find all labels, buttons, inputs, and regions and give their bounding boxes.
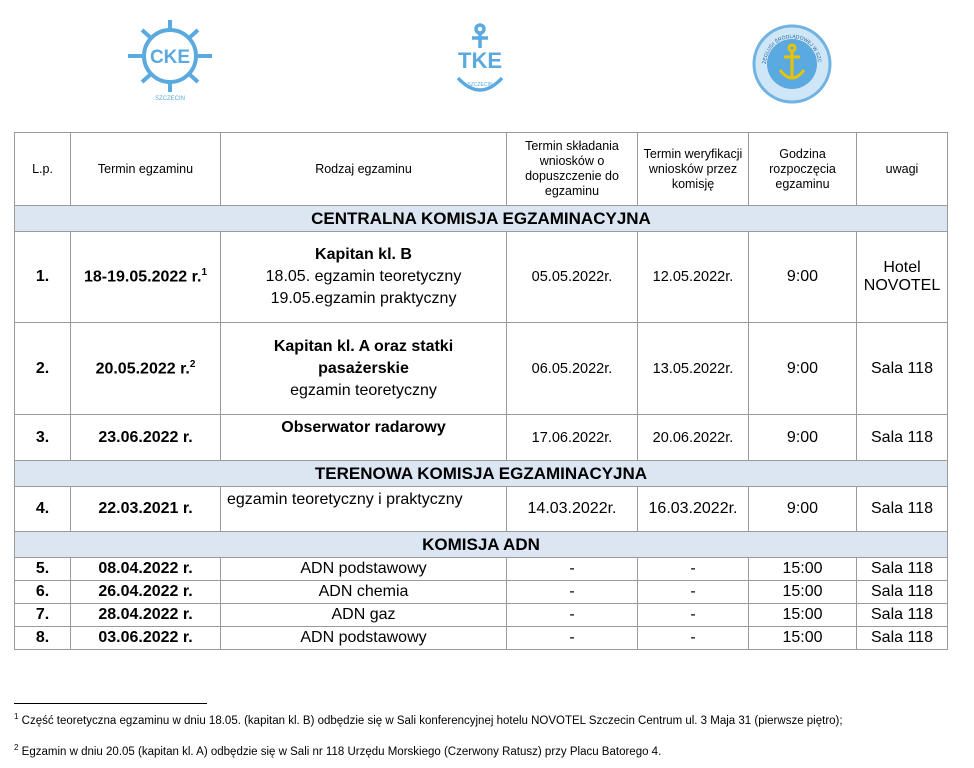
row-note: Sala 118 bbox=[857, 558, 948, 581]
row-submission: 14.03.2022r. bbox=[507, 487, 638, 532]
section-row-adn bbox=[15, 532, 948, 558]
svg-text:URZĄD ŻEGLUGI ŚRÓDLĄDOWEJ W SZ: ŻEGLUGI ŚRÓDLĄDOWEJ W SZC bbox=[761, 33, 823, 64]
row-lp: 6. bbox=[15, 581, 71, 604]
row-term: 23.06.2022 r. bbox=[71, 415, 221, 461]
row-lp: 4. bbox=[15, 487, 71, 532]
row-kind: ADN gaz bbox=[221, 604, 507, 627]
row-kind: ADN podstawowy bbox=[221, 627, 507, 650]
section-title: CENTRALNA KOMISJA EGZAMINACYJNA bbox=[15, 206, 948, 232]
table-row bbox=[15, 415, 948, 461]
table-row bbox=[15, 232, 948, 323]
row-term: 20.05.2022 r.$^2$ bbox=[71, 323, 221, 415]
svg-text:SZCZECIN: SZCZECIN bbox=[155, 96, 185, 102]
row-term: 08.04.2022 r. bbox=[71, 558, 221, 581]
table-row bbox=[15, 581, 948, 604]
table-row bbox=[15, 604, 948, 627]
svg-text:SZCZECIN: SZCZECIN bbox=[467, 82, 493, 88]
header-verification: Termin weryfikacji wniosków przez komisję bbox=[638, 133, 749, 206]
section-row-tke bbox=[15, 461, 948, 487]
row-submission: - bbox=[507, 604, 638, 627]
row-note: Sala 118 bbox=[857, 604, 948, 627]
row-term: 26.04.2022 r. bbox=[71, 581, 221, 604]
row-verification: - bbox=[638, 604, 749, 627]
row-kind: Kapitan kl. A oraz statki pasażerskie egzamin teoretyczny bbox=[221, 323, 507, 415]
header-lp: L.p. bbox=[15, 133, 71, 206]
header-notes: uwagi bbox=[857, 133, 948, 206]
row-submission: 05.05.2022r. bbox=[507, 232, 638, 323]
row-note: Sala 118 bbox=[857, 415, 948, 461]
row-hour: 9:00 bbox=[749, 323, 857, 415]
exam-schedule-table bbox=[14, 132, 948, 650]
table-row bbox=[15, 487, 948, 532]
tke-logo bbox=[446, 22, 514, 98]
row-term: 03.06.2022 r. bbox=[71, 627, 221, 650]
row-verification: 20.06.2022r. bbox=[638, 415, 749, 461]
row-note: Sala 118 bbox=[857, 581, 948, 604]
row-hour: 9:00 bbox=[749, 415, 857, 461]
row-kind: Kapitan kl. B 18.05. egzamin teoretyczny 19.05.egzamin praktyczny bbox=[221, 232, 507, 323]
footnote-separator bbox=[14, 703, 207, 704]
header-term: Termin egzaminu bbox=[71, 133, 221, 206]
row-submission: - bbox=[507, 581, 638, 604]
row-kind: Obserwator radarowy bbox=[221, 415, 507, 461]
row-hour: 15:00 bbox=[749, 604, 857, 627]
row-verification: - bbox=[638, 558, 749, 581]
header-kind: Rodzaj egzaminu bbox=[221, 133, 507, 206]
row-hour: 9:00 bbox=[749, 232, 857, 323]
row-term: 22.03.2021 r. bbox=[71, 487, 221, 532]
row-hour: 9:00 bbox=[749, 487, 857, 532]
row-lp: 7. bbox=[15, 604, 71, 627]
row-verification: - bbox=[638, 581, 749, 604]
row-lp: 1. bbox=[15, 232, 71, 323]
row-note: Sala 118 bbox=[857, 627, 948, 650]
footnote-1: $^1$ Część teoretyczna egzaminu w dniu 18.05. (kapitan kl. B) odbędzie się w Sali konferencyjnej hotelu NOVOTEL Szczecin Centrum ul. 3 Maja 31 (pierwsze piętro); bbox=[14, 712, 843, 727]
row-lp: 3. bbox=[15, 415, 71, 461]
row-term: 18-19.05.2022 r.$^1$ bbox=[71, 232, 221, 323]
svg-text:CKE: CKE bbox=[149, 47, 191, 68]
row-submission: - bbox=[507, 558, 638, 581]
section-row-cke bbox=[15, 206, 948, 232]
footnote-2: $^2$ Egzamin w dniu 20.05 (kapitan kl. A) odbędzie się w Sali nr 118 Urzędu Morskiego (Czerwony Ratusz) przy Placu Batorego 4. bbox=[14, 743, 662, 758]
row-note: Hotel NOVOTEL bbox=[857, 232, 948, 323]
row-term: 28.04.2022 r. bbox=[71, 604, 221, 627]
table-header-row bbox=[15, 133, 948, 206]
row-kind: egzamin teoretyczny i praktyczny bbox=[221, 487, 507, 532]
row-hour: 15:00 bbox=[749, 581, 857, 604]
office-seal-logo bbox=[752, 24, 832, 104]
row-lp: 2. bbox=[15, 323, 71, 415]
row-lp: 8. bbox=[15, 627, 71, 650]
row-verification: - bbox=[638, 627, 749, 650]
row-verification: 16.03.2022r. bbox=[638, 487, 749, 532]
row-verification: 12.05.2022r. bbox=[638, 232, 749, 323]
row-verification: 13.05.2022r. bbox=[638, 323, 749, 415]
row-submission: 17.06.2022r. bbox=[507, 415, 638, 461]
row-lp: 5. bbox=[15, 558, 71, 581]
table-row bbox=[15, 627, 948, 650]
row-note: Sala 118 bbox=[857, 487, 948, 532]
row-note: Sala 118 bbox=[857, 323, 948, 415]
cke-logo bbox=[124, 16, 216, 102]
row-submission: - bbox=[507, 627, 638, 650]
row-submission: 06.05.2022r. bbox=[507, 323, 638, 415]
row-hour: 15:00 bbox=[749, 558, 857, 581]
row-kind: ADN podstawowy bbox=[221, 558, 507, 581]
header-hour: Godzina rozpoczęcia egzaminu bbox=[749, 133, 857, 206]
header-submission: Termin składania wniosków o dopuszczenie do egzaminu bbox=[507, 133, 638, 206]
row-kind: ADN chemia bbox=[221, 581, 507, 604]
svg-text:TKE: TKE bbox=[458, 48, 502, 73]
section-title: TERENOWA KOMISJA EGZAMINACYJNA bbox=[15, 461, 948, 487]
table-row bbox=[15, 558, 948, 581]
section-title: KOMISJA ADN bbox=[15, 532, 948, 558]
row-hour: 15:00 bbox=[749, 627, 857, 650]
table-row bbox=[15, 323, 948, 415]
